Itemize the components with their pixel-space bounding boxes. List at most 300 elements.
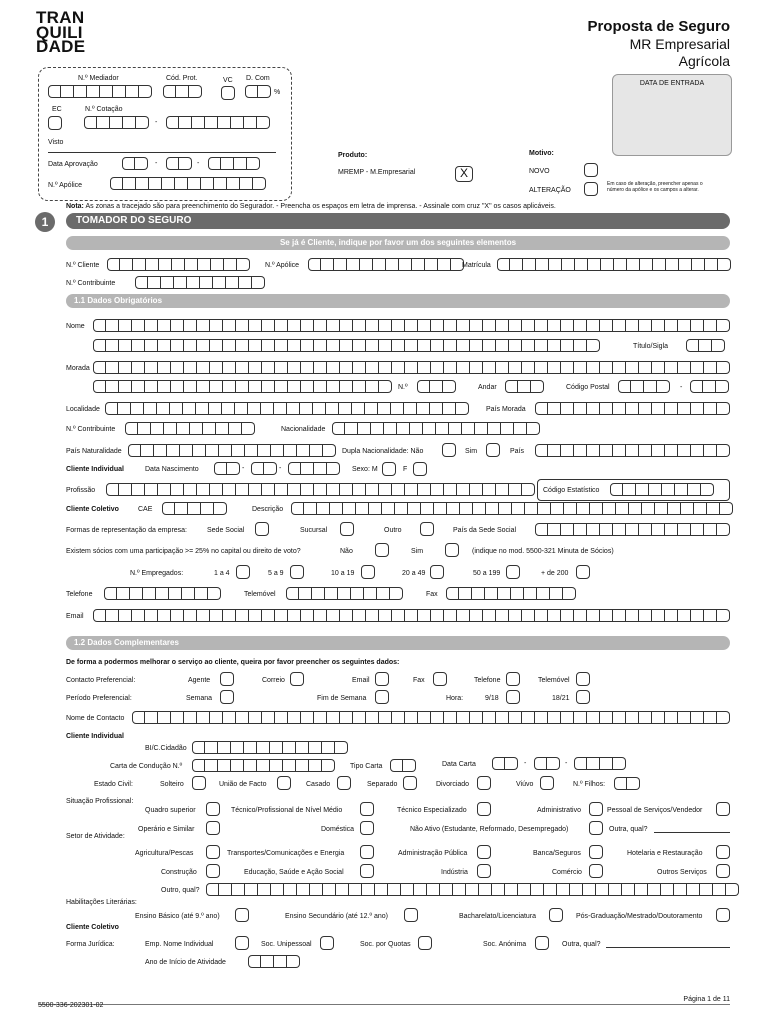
data-nasc-month[interactable]: [251, 462, 277, 475]
char-cell[interactable]: [577, 502, 590, 515]
char-cell[interactable]: [457, 319, 470, 332]
char-cell[interactable]: [286, 587, 299, 600]
char-cell[interactable]: [629, 502, 642, 515]
char-cell[interactable]: [627, 777, 640, 790]
char-cell[interactable]: [404, 402, 417, 415]
char-cell[interactable]: [132, 319, 145, 332]
char-cell[interactable]: [253, 177, 266, 190]
char-cell[interactable]: [665, 444, 678, 457]
char-cell[interactable]: [264, 462, 277, 475]
char-cell[interactable]: [345, 422, 358, 435]
char-cell[interactable]: [321, 258, 334, 271]
char-cell[interactable]: [444, 339, 457, 352]
char-cell[interactable]: [113, 85, 126, 98]
char-cell[interactable]: [587, 523, 600, 536]
char-cell[interactable]: [665, 361, 678, 374]
char-cell[interactable]: [678, 319, 691, 332]
char-cell[interactable]: [349, 883, 362, 896]
char-cell[interactable]: [184, 609, 197, 622]
char-cell[interactable]: [613, 361, 626, 374]
char-cell[interactable]: [106, 483, 119, 496]
char-cell[interactable]: [297, 883, 310, 896]
char-cell[interactable]: [257, 741, 270, 754]
char-cell[interactable]: [626, 361, 639, 374]
char-cell[interactable]: [379, 319, 392, 332]
char-cell[interactable]: [537, 587, 550, 600]
char-cell[interactable]: [373, 258, 386, 271]
contacto-email-checkbox[interactable]: [375, 672, 389, 686]
char-cell[interactable]: [335, 741, 348, 754]
char-cell[interactable]: [201, 177, 214, 190]
char-cell[interactable]: [665, 402, 678, 415]
char-cell[interactable]: [130, 587, 143, 600]
char-cell[interactable]: [457, 339, 470, 352]
socios-nao-checkbox[interactable]: [375, 543, 389, 557]
char-cell[interactable]: [188, 502, 201, 515]
char-cell[interactable]: [301, 483, 314, 496]
outra-situacao-line[interactable]: [654, 832, 730, 833]
char-cell[interactable]: [248, 955, 261, 968]
bacharel-checkbox[interactable]: [549, 908, 563, 922]
char-cell[interactable]: [600, 523, 613, 536]
char-cell[interactable]: [288, 483, 301, 496]
char-cell[interactable]: [187, 276, 200, 289]
char-cell[interactable]: [262, 319, 275, 332]
char-cell[interactable]: [261, 955, 274, 968]
char-cell[interactable]: [614, 258, 627, 271]
char-cell[interactable]: [106, 361, 119, 374]
char-cell[interactable]: [668, 502, 681, 515]
char-cell[interactable]: [391, 402, 404, 415]
char-cell[interactable]: [548, 609, 561, 622]
char-cell[interactable]: [511, 587, 524, 600]
char-cell[interactable]: [405, 339, 418, 352]
char-cell[interactable]: [548, 523, 561, 536]
char-cell[interactable]: [678, 609, 691, 622]
char-cell[interactable]: [704, 361, 717, 374]
char-cell[interactable]: [366, 380, 379, 393]
numero-field[interactable]: [417, 380, 456, 393]
char-cell[interactable]: [249, 319, 262, 332]
char-cell[interactable]: [205, 759, 218, 772]
char-cell[interactable]: [518, 380, 531, 393]
char-cell[interactable]: [699, 339, 712, 352]
produto-checkbox[interactable]: X: [455, 166, 473, 182]
char-cell[interactable]: [145, 609, 158, 622]
char-cell[interactable]: [144, 402, 157, 415]
char-cell[interactable]: [336, 883, 349, 896]
char-cell[interactable]: [271, 444, 284, 457]
char-cell[interactable]: [652, 711, 665, 724]
char-cell[interactable]: [117, 587, 130, 600]
char-cell[interactable]: [158, 483, 171, 496]
char-cell[interactable]: [713, 883, 726, 896]
char-cell[interactable]: [535, 319, 548, 332]
char-cell[interactable]: [524, 587, 537, 600]
char-cell[interactable]: [251, 462, 264, 475]
char-cell[interactable]: [475, 422, 488, 435]
outra-forma-line[interactable]: [606, 947, 730, 948]
char-cell[interactable]: [522, 361, 535, 374]
tecnico-prof-checkbox[interactable]: [360, 802, 374, 816]
char-cell[interactable]: [574, 757, 587, 770]
char-cell[interactable]: [154, 444, 167, 457]
char-cell[interactable]: [574, 402, 587, 415]
char-cell[interactable]: [574, 711, 587, 724]
char-cell[interactable]: [430, 402, 443, 415]
char-cell[interactable]: [527, 422, 540, 435]
char-cell[interactable]: [457, 711, 470, 724]
char-cell[interactable]: [701, 483, 714, 496]
char-cell[interactable]: [351, 587, 364, 600]
char-cell[interactable]: [314, 319, 327, 332]
char-cell[interactable]: [218, 759, 231, 772]
char-cell[interactable]: [610, 483, 623, 496]
char-cell[interactable]: [564, 502, 577, 515]
dcom-field[interactable]: [245, 85, 271, 98]
char-cell[interactable]: [340, 319, 353, 332]
char-cell[interactable]: [301, 380, 314, 393]
char-cell[interactable]: [548, 711, 561, 724]
char-cell[interactable]: [196, 402, 209, 415]
email-field[interactable]: [93, 609, 730, 622]
char-cell[interactable]: [535, 361, 548, 374]
cod-postal-field-b[interactable]: [690, 380, 729, 393]
char-cell[interactable]: [418, 609, 431, 622]
char-cell[interactable]: [496, 361, 509, 374]
char-cell[interactable]: [310, 444, 323, 457]
char-cell[interactable]: [642, 502, 655, 515]
char-cell[interactable]: [262, 361, 275, 374]
casado-checkbox[interactable]: [337, 776, 351, 790]
char-cell[interactable]: [327, 711, 340, 724]
char-cell[interactable]: [717, 319, 730, 332]
char-cell[interactable]: [110, 116, 123, 129]
char-cell[interactable]: [205, 116, 218, 129]
char-cell[interactable]: [197, 483, 210, 496]
char-cell[interactable]: [192, 759, 205, 772]
char-cell[interactable]: [288, 361, 301, 374]
uniao-checkbox[interactable]: [277, 776, 291, 790]
data-nasc-day[interactable]: [214, 462, 240, 475]
n-contrib-field[interactable]: [125, 422, 255, 435]
char-cell[interactable]: [170, 402, 183, 415]
char-cell[interactable]: [600, 319, 613, 332]
telefone-field[interactable]: [104, 587, 221, 600]
char-cell[interactable]: [525, 502, 538, 515]
char-cell[interactable]: [640, 258, 653, 271]
char-cell[interactable]: [636, 483, 649, 496]
char-cell[interactable]: [446, 587, 459, 600]
char-cell[interactable]: [382, 502, 395, 515]
char-cell[interactable]: [716, 380, 729, 393]
char-cell[interactable]: [405, 711, 418, 724]
char-cell[interactable]: [392, 319, 405, 332]
char-cell[interactable]: [236, 361, 249, 374]
nome-field-2[interactable]: [93, 339, 600, 352]
char-cell[interactable]: [314, 380, 327, 393]
char-cell[interactable]: [301, 361, 314, 374]
char-cell[interactable]: [590, 502, 603, 515]
char-cell[interactable]: [291, 502, 304, 515]
hora-1-checkbox[interactable]: [506, 690, 520, 704]
char-cell[interactable]: [618, 380, 631, 393]
char-cell[interactable]: [327, 462, 340, 475]
nome-contacto-field[interactable]: [132, 711, 730, 724]
profissao-field[interactable]: [106, 483, 535, 496]
morada-field[interactable]: [93, 361, 730, 374]
char-cell[interactable]: [327, 483, 340, 496]
char-cell[interactable]: [655, 502, 668, 515]
char-cell[interactable]: [231, 116, 244, 129]
char-cell[interactable]: [158, 609, 171, 622]
char-cell[interactable]: [405, 361, 418, 374]
char-cell[interactable]: [691, 609, 704, 622]
cotacao-field-b[interactable]: [166, 116, 270, 129]
char-cell[interactable]: [425, 258, 438, 271]
char-cell[interactable]: [444, 483, 457, 496]
char-cell[interactable]: [574, 339, 587, 352]
char-cell[interactable]: [690, 380, 703, 393]
pais-sede-field[interactable]: [535, 523, 730, 536]
char-cell[interactable]: [665, 523, 678, 536]
char-cell[interactable]: [470, 361, 483, 374]
char-cell[interactable]: [244, 116, 257, 129]
agente-checkbox[interactable]: [220, 672, 234, 686]
char-cell[interactable]: [652, 361, 665, 374]
char-cell[interactable]: [258, 85, 271, 98]
char-cell[interactable]: [167, 444, 180, 457]
char-cell[interactable]: [175, 177, 188, 190]
char-cell[interactable]: [339, 402, 352, 415]
char-cell[interactable]: [496, 339, 509, 352]
char-cell[interactable]: [405, 319, 418, 332]
char-cell[interactable]: [146, 258, 159, 271]
char-cell[interactable]: [314, 462, 327, 475]
char-cell[interactable]: [219, 444, 232, 457]
char-cell[interactable]: [314, 609, 327, 622]
char-cell[interactable]: [353, 711, 366, 724]
char-cell[interactable]: [198, 258, 211, 271]
char-cell[interactable]: [510, 258, 523, 271]
basico-checkbox[interactable]: [235, 908, 249, 922]
char-cell[interactable]: [453, 883, 466, 896]
titulo-field[interactable]: [686, 339, 725, 352]
char-cell[interactable]: [299, 587, 312, 600]
char-cell[interactable]: [232, 444, 245, 457]
char-cell[interactable]: [403, 759, 416, 772]
char-cell[interactable]: [161, 276, 174, 289]
char-cell[interactable]: [379, 361, 392, 374]
nacionalidade-field[interactable]: [332, 422, 540, 435]
char-cell[interactable]: [184, 483, 197, 496]
char-cell[interactable]: [514, 422, 527, 435]
char-cell[interactable]: [405, 609, 418, 622]
char-cell[interactable]: [509, 319, 522, 332]
char-cell[interactable]: [104, 587, 117, 600]
char-cell[interactable]: [236, 319, 249, 332]
char-cell[interactable]: [247, 157, 260, 170]
char-cell[interactable]: [535, 339, 548, 352]
char-cell[interactable]: [326, 402, 339, 415]
char-cell[interactable]: [431, 609, 444, 622]
char-cell[interactable]: [208, 587, 221, 600]
char-cell[interactable]: [304, 502, 317, 515]
char-cell[interactable]: [679, 258, 692, 271]
char-cell[interactable]: [327, 380, 340, 393]
char-cell[interactable]: [652, 523, 665, 536]
char-cell[interactable]: [139, 85, 152, 98]
char-cell[interactable]: [283, 741, 296, 754]
char-cell[interactable]: [616, 502, 629, 515]
mediador-field[interactable]: [48, 85, 152, 98]
char-cell[interactable]: [497, 258, 510, 271]
char-cell[interactable]: [249, 339, 262, 352]
char-cell[interactable]: [353, 361, 366, 374]
char-cell[interactable]: [704, 609, 717, 622]
char-cell[interactable]: [171, 483, 184, 496]
char-cell[interactable]: [535, 444, 548, 457]
char-cell[interactable]: [661, 883, 674, 896]
char-cell[interactable]: [184, 380, 197, 393]
char-cell[interactable]: [234, 157, 247, 170]
char-cell[interactable]: [327, 361, 340, 374]
char-cell[interactable]: [522, 319, 535, 332]
char-cell[interactable]: [613, 319, 626, 332]
pais-morada-field[interactable]: [535, 402, 730, 415]
char-cell[interactable]: [418, 483, 431, 496]
viuvo-checkbox[interactable]: [540, 776, 554, 790]
char-cell[interactable]: [210, 483, 223, 496]
char-cell[interactable]: [717, 361, 730, 374]
alteracao-checkbox[interactable]: [584, 182, 598, 196]
char-cell[interactable]: [600, 711, 613, 724]
char-cell[interactable]: [271, 883, 284, 896]
char-cell[interactable]: [340, 339, 353, 352]
char-cell[interactable]: [258, 883, 271, 896]
char-cell[interactable]: [609, 883, 622, 896]
char-cell[interactable]: [674, 883, 687, 896]
char-cell[interactable]: [444, 711, 457, 724]
char-cell[interactable]: [626, 523, 639, 536]
char-cell[interactable]: [301, 462, 314, 475]
char-cell[interactable]: [162, 177, 175, 190]
char-cell[interactable]: [613, 757, 626, 770]
char-cell[interactable]: [135, 276, 148, 289]
char-cell[interactable]: [366, 339, 379, 352]
char-cell[interactable]: [353, 609, 366, 622]
char-cell[interactable]: [221, 157, 234, 170]
char-cell[interactable]: [614, 777, 627, 790]
char-cell[interactable]: [195, 587, 208, 600]
char-cell[interactable]: [213, 276, 226, 289]
apolice-admin-field[interactable]: [110, 177, 266, 190]
char-cell[interactable]: [314, 361, 327, 374]
char-cell[interactable]: [561, 444, 574, 457]
char-cell[interactable]: [700, 883, 713, 896]
char-cell[interactable]: [626, 444, 639, 457]
char-cell[interactable]: [392, 483, 405, 496]
char-cell[interactable]: [485, 587, 498, 600]
char-cell[interactable]: [258, 444, 271, 457]
char-cell[interactable]: [223, 361, 236, 374]
char-cell[interactable]: [548, 339, 561, 352]
char-cell[interactable]: [483, 609, 496, 622]
char-cell[interactable]: [240, 177, 253, 190]
contacto-fax-checkbox[interactable]: [433, 672, 447, 686]
char-cell[interactable]: [364, 587, 377, 600]
char-cell[interactable]: [119, 319, 132, 332]
char-cell[interactable]: [179, 116, 192, 129]
char-cell[interactable]: [436, 422, 449, 435]
char-cell[interactable]: [203, 422, 216, 435]
outros-serv-checkbox[interactable]: [716, 864, 730, 878]
char-cell[interactable]: [662, 483, 675, 496]
char-cell[interactable]: [631, 380, 644, 393]
char-cell[interactable]: [653, 258, 666, 271]
char-cell[interactable]: [470, 609, 483, 622]
char-cell[interactable]: [93, 380, 106, 393]
char-cell[interactable]: [544, 883, 557, 896]
sede-checkbox[interactable]: [255, 522, 269, 536]
char-cell[interactable]: [399, 258, 412, 271]
char-cell[interactable]: [635, 883, 648, 896]
char-cell[interactable]: [110, 177, 123, 190]
char-cell[interactable]: [166, 157, 179, 170]
char-cell[interactable]: [235, 402, 248, 415]
morada-field-2[interactable]: [93, 380, 392, 393]
char-cell[interactable]: [214, 502, 227, 515]
char-cell[interactable]: [119, 339, 132, 352]
char-cell[interactable]: [223, 609, 236, 622]
sucursal-checkbox[interactable]: [340, 522, 354, 536]
char-cell[interactable]: [200, 276, 213, 289]
char-cell[interactable]: [390, 759, 403, 772]
emp-5-checkbox[interactable]: [506, 565, 520, 579]
char-cell[interactable]: [162, 502, 175, 515]
char-cell[interactable]: [414, 883, 427, 896]
char-cell[interactable]: [180, 444, 193, 457]
char-cell[interactable]: [309, 759, 322, 772]
char-cell[interactable]: [175, 502, 188, 515]
char-cell[interactable]: [431, 319, 444, 332]
char-cell[interactable]: [158, 711, 171, 724]
char-cell[interactable]: [136, 116, 149, 129]
char-cell[interactable]: [639, 609, 652, 622]
transportes-checkbox[interactable]: [360, 845, 374, 859]
char-cell[interactable]: [691, 319, 704, 332]
char-cell[interactable]: [405, 483, 418, 496]
data-nasc-year[interactable]: [288, 462, 340, 475]
char-cell[interactable]: [535, 523, 548, 536]
char-cell[interactable]: [107, 258, 120, 271]
char-cell[interactable]: [182, 587, 195, 600]
char-cell[interactable]: [192, 741, 205, 754]
n-contrib-cliente-field[interactable]: [135, 276, 265, 289]
char-cell[interactable]: [132, 483, 145, 496]
char-cell[interactable]: [244, 759, 257, 772]
char-cell[interactable]: [588, 258, 601, 271]
char-cell[interactable]: [313, 402, 326, 415]
char-cell[interactable]: [184, 361, 197, 374]
char-cell[interactable]: [244, 741, 257, 754]
char-cell[interactable]: [417, 402, 430, 415]
char-cell[interactable]: [100, 85, 113, 98]
char-cell[interactable]: [301, 339, 314, 352]
char-cell[interactable]: [678, 444, 691, 457]
char-cell[interactable]: [84, 116, 97, 129]
char-cell[interactable]: [327, 609, 340, 622]
